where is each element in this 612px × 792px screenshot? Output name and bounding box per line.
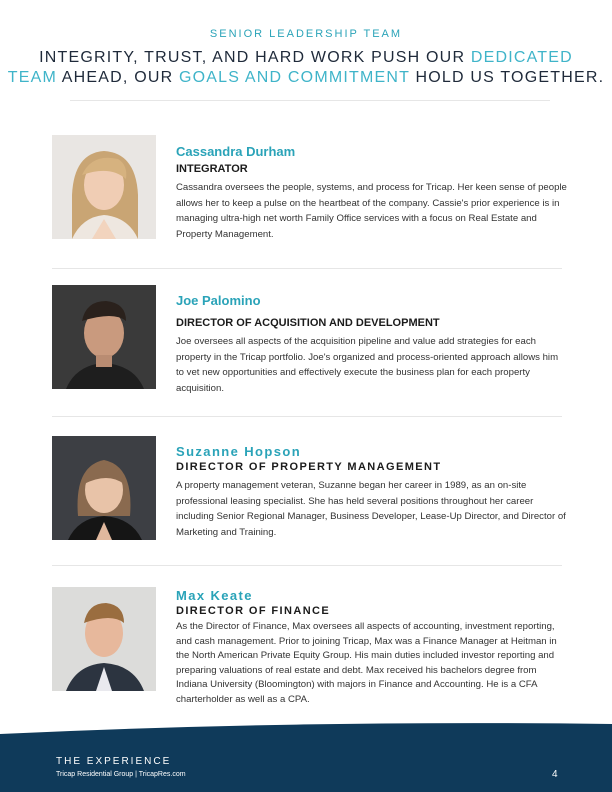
member-title: DIRECTOR OF PROPERTY MANAGEMENT <box>176 461 442 473</box>
member-name: Suzanne Hopson <box>176 444 302 459</box>
footer-section-label: THE EXPERIENCE <box>56 756 172 767</box>
member-title: INTEGRATOR <box>176 163 248 175</box>
headline-text: AHEAD, OUR <box>57 69 179 86</box>
headline-highlight: GOALS AND COMMITMENT <box>179 69 410 86</box>
member-bio: Joe oversees all aspects of the acquisition pipeline and value add strategies for each property in the Tricap portfolio. Joe's organized and process-oriented approach allows him to vet new opportunities and effectively execute the business plan for each property acquisition. <box>176 336 559 394</box>
footer-company-line: Tricap Residential Group | TricapRes.com <box>56 771 186 778</box>
portrait-photo <box>52 587 156 691</box>
headline-text: HOLD US TOGETHER. <box>409 69 605 86</box>
headline-text: INTEGRITY, TRUST, AND HARD WORK PUSH OUR <box>39 49 471 66</box>
member-title: DIRECTOR OF ACQUISITION AND DEVELOPMENT <box>176 317 440 329</box>
member-bio: As the Director of Finance, Max oversees all aspects of accounting, investment reporting, and cash management. Prior to joining Tricap, Max was a Finance Manager at Heitman in the North American Private Equity Group. His main duties included investor reporting and preparing valuations of real estate and debt. Max received his bachelors degree from Indiana University (Bloomington) with majors in Finance and Accounting. He is a CFA charterholder as well as a CPA. <box>176 621 557 705</box>
header-divider <box>70 100 550 101</box>
eyebrow-label: SENIOR LEADERSHIP TEAM <box>209 28 403 40</box>
page-headline <box>0 48 612 88</box>
headline-highlight: TEAM <box>7 69 58 86</box>
member-bio: A property management veteran, Suzanne began her career in 1989, as an on-site professional leasing specialist. She has held several positions throughout her career including Senior Regional Manager, Business Developer, Lease-Up Director, and Director of Marketing and Training. <box>176 480 566 538</box>
member-name: Cassandra Durham <box>176 144 296 159</box>
portrait-photo <box>52 285 156 389</box>
member-name: Max Keate <box>176 588 253 603</box>
portrait-photo <box>52 135 156 239</box>
section-divider <box>52 268 562 269</box>
member-bio: Cassandra oversees the people, systems, and process for Tricap. Her keen sense of people allows her to keep a pulse on the heartbeat of the company. Cassie's prior experience is in managing ultra-high net worth Family Office services with a focus on Real Estate and Property Management. <box>176 182 567 240</box>
headline-highlight: DEDICATED <box>470 49 573 66</box>
page-number: 4 <box>552 769 558 780</box>
page-footer <box>0 722 612 792</box>
section-divider <box>52 416 562 417</box>
section-divider <box>52 565 562 566</box>
portrait-photo <box>52 436 156 540</box>
member-name: Joe Palomino <box>176 293 261 308</box>
member-title: DIRECTOR OF FINANCE <box>176 605 331 617</box>
